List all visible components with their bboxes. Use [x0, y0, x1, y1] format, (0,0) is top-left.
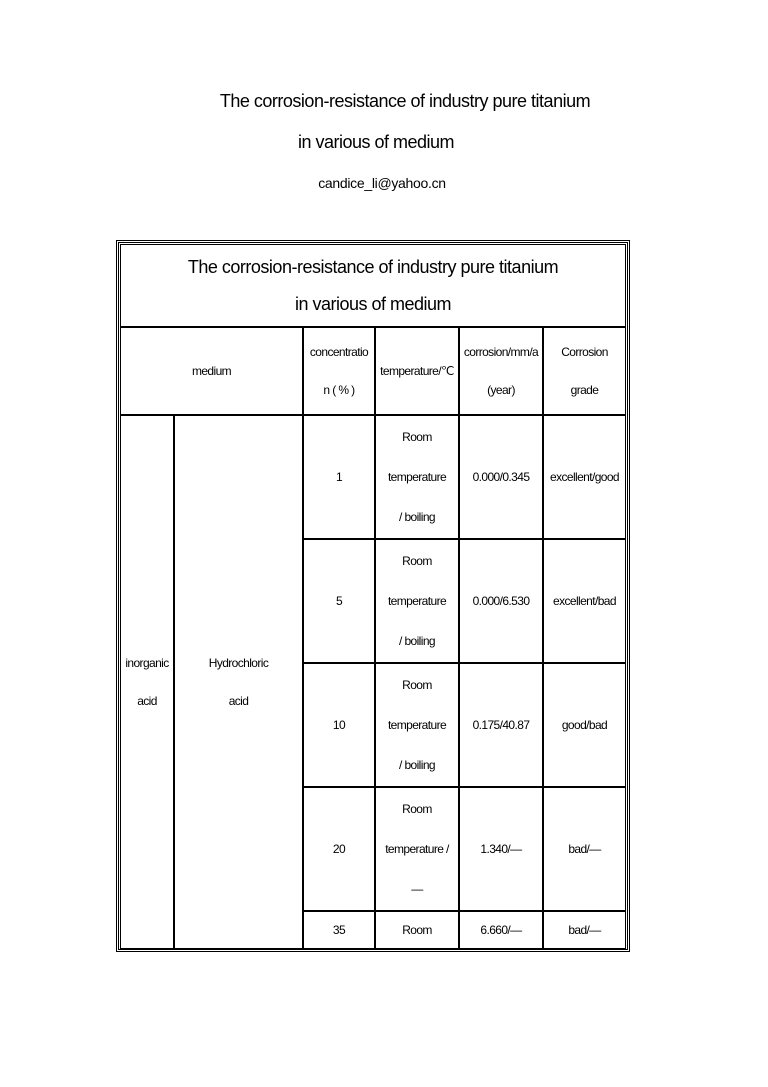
table-row-4-rate: 1.340/— — [459, 787, 543, 911]
header-corrosion-rate: corrosion/mm/a (year) — [459, 327, 543, 415]
table-row-3-rate: 0.175/40.87 — [459, 663, 543, 787]
table-row-1-grade: excellent/good — [543, 415, 626, 539]
table-caption — [120, 244, 626, 327]
table-row-1-rate: 0.000/0.345 — [459, 415, 543, 539]
table-row-3-temperature: Room temperature / boiling — [375, 663, 459, 787]
subgroup-hydrochloric-acid: Hydrochloric acid — [174, 415, 303, 949]
header-temperature: temperature/℃ — [375, 327, 459, 415]
table-row-2-concentration: 5 — [303, 539, 375, 663]
table-row-3-concentration: 10 — [303, 663, 375, 787]
table-row-2-grade: excellent/bad — [543, 539, 626, 663]
document-title-line-2: in various of medium — [297, 132, 455, 152]
table-row-4-grade: bad/— — [543, 787, 626, 911]
header-medium: medium — [120, 327, 303, 415]
header-concentration: concentratio n ( % ) — [303, 327, 375, 415]
table-row-1-temperature: Room temperature / boiling — [375, 415, 459, 539]
table-row-1-concentration: 1 — [303, 415, 375, 539]
table-row-5-grade: bad/— — [543, 911, 626, 949]
table-row-2-rate: 0.000/6.530 — [459, 539, 543, 663]
corrosion-table — [116, 240, 630, 952]
group-inorganic-acid: inorganic acid — [120, 415, 174, 949]
table-caption-line-2: in various of medium — [294, 293, 452, 314]
table-caption-line-1: The corrosion-resistance of industry pure titanium — [187, 256, 559, 277]
table-row-3-grade: good/bad — [543, 663, 626, 787]
table-row-5-temperature: Room — [375, 911, 459, 949]
header-corrosion-grade: Corrosion grade — [543, 327, 626, 415]
table-row-2-temperature: Room temperature / boiling — [375, 539, 459, 663]
table-row-5-concentration: 35 — [303, 911, 375, 949]
author-email: candice_li@yahoo.cn — [318, 175, 446, 191]
table-row-4-concentration: 20 — [303, 787, 375, 911]
table-row-4-temperature: Room temperature / — — [375, 787, 459, 911]
document-title-line-1: The corrosion-resistance of industry pure titanium — [219, 91, 591, 111]
table-row-5-rate: 6.660/— — [459, 911, 543, 949]
